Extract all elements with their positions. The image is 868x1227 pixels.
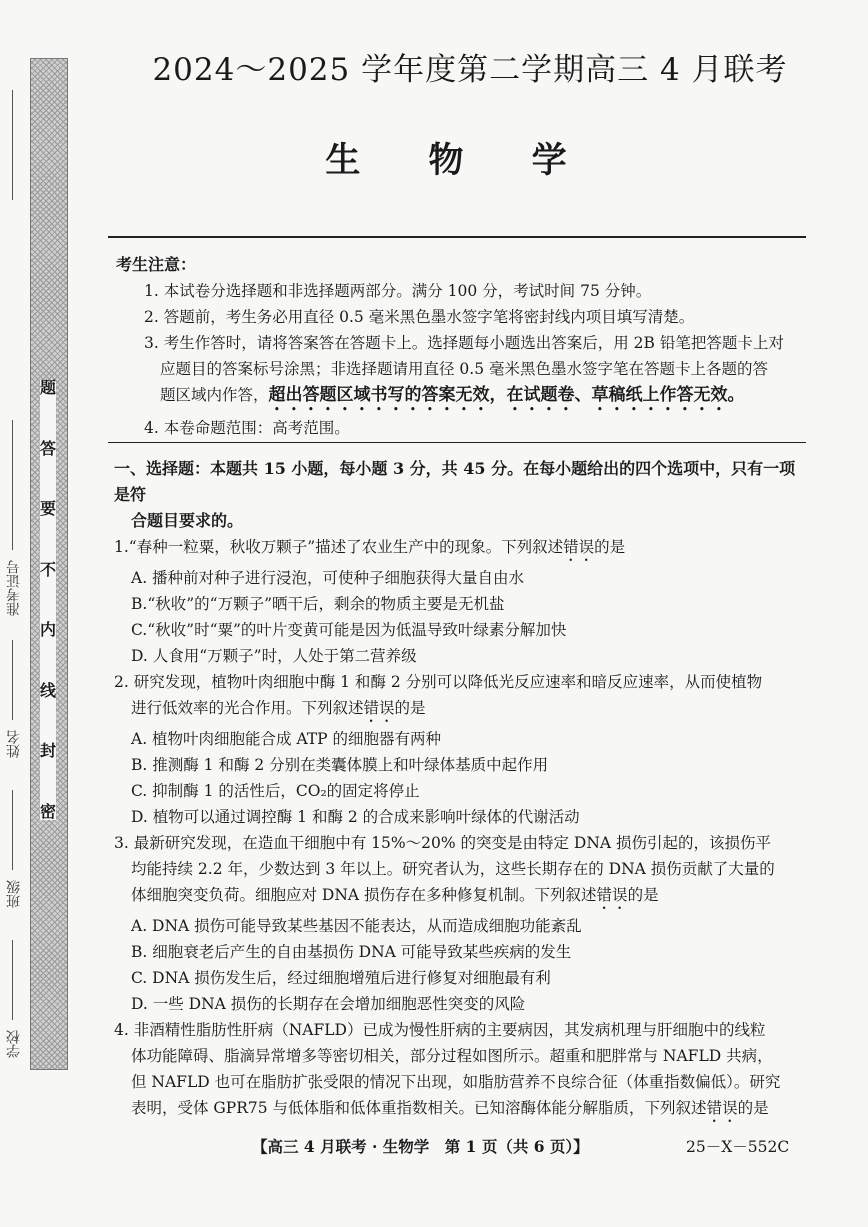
exam-number-label: 准考证号 <box>6 560 22 616</box>
option-a: A. DNA 损伤可能导致某些基因不能表达，从而造成细胞功能紊乱 <box>131 917 582 935</box>
stem-emphasis: 错误 <box>363 699 395 717</box>
option-b: B. 细胞衰老后产生的自由基损伤 DNA 可能导致某些疾病的发生 <box>131 943 572 961</box>
stem-tail: 的是 <box>394 699 426 717</box>
divider <box>12 90 13 200</box>
option-a: A. 播种前对种子进行浸泡，可使种子细胞获得大量自由水 <box>131 569 525 587</box>
question-stem-continued <box>114 695 810 726</box>
notice-item: 4. 本卷命题范围：高考范围。 <box>144 419 350 437</box>
stem-text: 表明，受体 GPR75 与低体脂和低体重指数相关。已知溶酶体能分解脂质，下列叙述 <box>131 1099 707 1117</box>
notice-item: 1. 本试卷分选择题和非选择题两部分。满分 100 分，考试时间 75 分钟。 <box>144 282 652 300</box>
notice-rule <box>108 442 806 443</box>
option-b: B. 推测酶 1 和酶 2 分别在类囊体膜上和叶绿体基质中起作用 <box>131 756 549 774</box>
name-field-line <box>12 640 13 720</box>
page-footer: 【高三 4 月联考 · 生物学 第 1 页（共 6 页）】 <box>252 1137 589 1156</box>
name-label: 姓名 <box>6 730 22 758</box>
option-d: D. 人食用“万颗子”时，人处于第二营养级 <box>131 647 417 665</box>
notice-item-continued <box>116 382 806 415</box>
seal-char: 内 <box>40 620 57 640</box>
question-stem-continued <box>114 1095 810 1126</box>
option-c: C.“秋收”时“粟”的叶片变黄可能是因为低温导致叶绿素分解加快 <box>131 621 567 639</box>
stem-text: 进行低效率的光合作用。下列叙述 <box>131 699 364 717</box>
exam-title: 2024～2025 学年度第二学期高三 4 月联考 <box>152 52 788 88</box>
seal-char: 密 <box>40 801 57 821</box>
notice-item: 2. 答题前，考生务必用直径 0.5 毫米黑色墨水签字笔将密封线内项目填写清楚。 <box>144 308 695 326</box>
question-stem-continued: 均能持续 2.2 年，少数达到 3 年以上。研究者认为，这些长期存在的 DNA 损伤贡献了大量的 <box>131 860 775 878</box>
exam-number-field-line <box>12 420 13 550</box>
question-section <box>114 456 810 1126</box>
subject-title: 生 物 学 <box>325 140 595 181</box>
notice-title: 考生注意： <box>116 255 197 274</box>
stem-emphasis: 错误 <box>596 886 628 904</box>
notice-item-continued: 应题目的答案标号涂黑；非选择题请用直径 0.5 毫米黑色墨水签字笔在答题卡上各题的答 <box>160 360 769 378</box>
seal-char: 题 <box>40 378 57 397</box>
option-d: D. 植物可以通过调控酶 1 和酶 2 的合成来影响叶绿体的代谢活动 <box>131 808 580 826</box>
paper-code: 25－X－552C <box>686 1138 790 1156</box>
option-c: C. 抑制酶 1 的活性后，CO₂的固定将停止 <box>131 782 420 800</box>
stem-tail: 的是 <box>627 886 659 904</box>
seal-char: 答 <box>40 438 57 458</box>
notice-item: 3. 考生作答时，请将答案答在答题卡上。选择题每小题选出答案后，用 2B 铅笔把答题卡上对 <box>144 334 784 352</box>
school-label: 学校 <box>6 1030 22 1058</box>
question-4 <box>114 1017 810 1126</box>
stem-tail: 的是 <box>737 1099 769 1117</box>
section-heading-continued: 合题目要求的。 <box>131 511 244 530</box>
top-rule <box>108 236 806 238</box>
question-3 <box>114 830 810 1017</box>
binding-margin <box>0 0 28 1227</box>
seal-line-text <box>40 380 56 820</box>
stem-tail: 的是 <box>594 538 626 556</box>
question-stem-continued: 体功能障碍、脂滴异常增多等密切相关，部分过程如图所示。超重和肥胖常与 NAFLD 共病， <box>131 1047 773 1065</box>
seal-char: 封 <box>40 741 57 761</box>
notice-text: 题区域内作答， <box>160 386 269 404</box>
stem-text: 1.“春种一粒粟，秋收万颗子”描述了农业生产中的现象。下列叙述 <box>114 538 564 556</box>
exam-notice <box>116 252 806 441</box>
notice-emphasis: 超出答题区域书写的答案无效，在试题卷、草稿纸上作答无效。 <box>268 385 745 405</box>
seal-char: 要 <box>40 499 57 519</box>
class-field-line <box>12 790 13 870</box>
question-stem-continued <box>114 882 810 913</box>
seal-char: 不 <box>40 559 57 579</box>
question-stem: 4. 非酒精性脂肪性肝病（NAFLD）已成为慢性肝病的主要病因，其发病机理与肝细胞中的线粒 <box>114 1021 766 1039</box>
question-2 <box>114 669 810 830</box>
stem-emphasis: 错误 <box>563 538 595 556</box>
section-heading: 一、选择题：本题共 15 小题，每小题 3 分，共 45 分。在每小题给出的四个选项中，只有一项是符 <box>114 459 796 504</box>
option-d: D. 一些 DNA 损伤的长期存在会增加细胞恶性突变的风险 <box>131 995 526 1013</box>
question-stem <box>114 534 810 565</box>
question-1 <box>114 534 810 669</box>
question-stem: 3. 最新研究发现，在造血干细胞中有 15%～20% 的突变是由特定 DNA 损伤引起的，该损伤平 <box>114 834 772 852</box>
question-stem-continued: 但 NAFLD 也可在脂肪扩张受限的情况下出现，如脂肪营养不良综合征（体重指数偏低）。研究 <box>131 1073 781 1091</box>
stem-text: 体细胞突变负荷。细胞应对 DNA 损伤存在多种修复机制。下列叙述 <box>131 886 597 904</box>
class-label: 班级 <box>6 880 22 908</box>
question-stem: 2. 研究发现，植物叶肉细胞中酶 1 和酶 2 分别可以降低光反应速率和暗反应速率，从而使植物 <box>114 673 763 691</box>
option-c: C. DNA 损伤发生后，经过细胞增殖后进行修复对细胞最有利 <box>131 969 551 987</box>
stem-emphasis: 错误 <box>706 1099 738 1117</box>
option-b: B.“秋收”的“万颗子”晒干后，剩余的物质主要是无机盐 <box>131 595 505 613</box>
seal-char: 线 <box>40 680 57 700</box>
option-a: A. 植物叶肉细胞能合成 ATP 的细胞器有两种 <box>131 730 442 748</box>
school-field-line <box>12 940 13 1020</box>
